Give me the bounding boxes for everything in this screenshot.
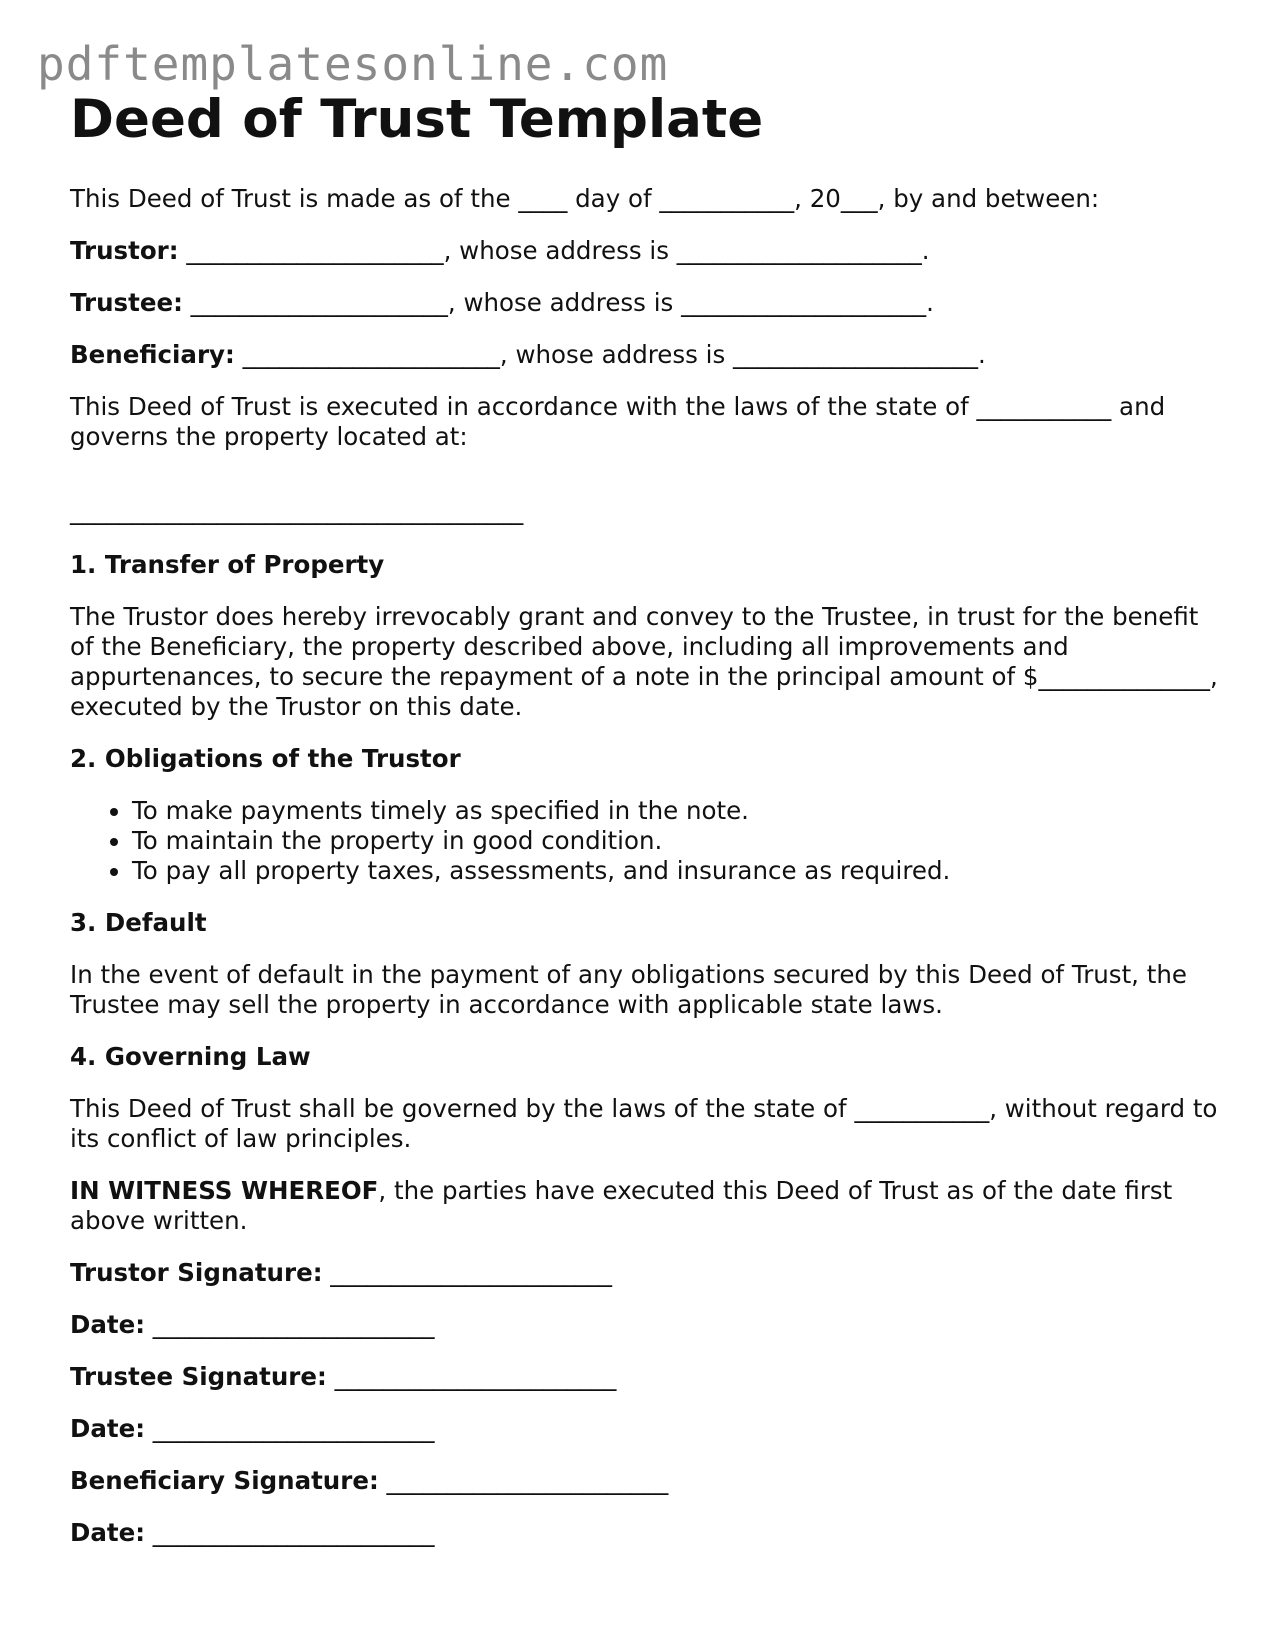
date-line-beneficiary (70, 1518, 1220, 1548)
document-page (70, 88, 1220, 1570)
party-text: _____________________, whose address is ____________________. (178, 236, 930, 265)
intro-paragraph: This Deed of Trust is made as of the ____ day of ___________, 20___, by and between: (70, 184, 1100, 213)
witness-bold: IN WITNESS WHEREOF (70, 1176, 379, 1205)
section-heading-obligations: 2. Obligations of the Trustor (70, 744, 461, 773)
list-item: • To make payments timely as specified in the note. (132, 796, 1220, 826)
witness-text: , the parties have executed this Deed of Trust as of the date first above written. (70, 1176, 1173, 1235)
party-text: _____________________, whose address is ____________________. (182, 288, 934, 317)
signature-blank: _______________________ (326, 1362, 617, 1391)
party-label: Trustor: (70, 236, 179, 265)
date-blank: _______________________ (145, 1414, 435, 1443)
section-text-governing-law: This Deed of Trust shall be governed by the laws of the state of ___________, without regard to its conflict of law principles. (70, 1094, 1218, 1153)
signature-line-beneficiary (70, 1466, 1220, 1496)
signature-line-trustee (70, 1362, 1220, 1392)
party-beneficiary (70, 340, 1220, 370)
party-label: Beneficiary: (70, 340, 235, 369)
date-label: Date: (70, 1310, 145, 1339)
signature-blank: _______________________ (378, 1466, 669, 1495)
signature-label: Trustee Signature: (70, 1362, 327, 1391)
list-item: • To pay all property taxes, assessments, and insurance as required. (132, 856, 1220, 886)
law-statement: This Deed of Trust is executed in accordance with the laws of the state of ___________ and governs the property located at: (70, 392, 1166, 451)
party-label: Trustee: (70, 288, 183, 317)
date-line-trustee (70, 1414, 1220, 1444)
signature-line-trustor (70, 1258, 1220, 1288)
witness-paragraph (70, 1176, 1220, 1236)
section-text-default: In the event of default in the payment of any obligations secured by this Deed of Trust, the Trustee may sell the property in accordance with applicable state laws. (70, 960, 1187, 1019)
party-trustor (70, 236, 1220, 266)
signature-label: Trustor Signature: (70, 1258, 323, 1287)
party-text: _____________________, whose address is ____________________. (234, 340, 986, 369)
property-address-line: _____________________________________ (70, 496, 524, 525)
date-blank: _______________________ (145, 1310, 435, 1339)
watermark: pdftemplatesonline.com (37, 37, 669, 91)
signature-label: Beneficiary Signature: (70, 1466, 379, 1495)
date-line-trustor (70, 1310, 1220, 1340)
list-item: • To maintain the property in good condition. (132, 826, 1220, 856)
date-blank: _______________________ (145, 1518, 435, 1547)
party-trustee (70, 288, 1220, 318)
signature-blank: _______________________ (322, 1258, 613, 1287)
section-heading-governing-law: 4. Governing Law (70, 1042, 311, 1071)
section-heading-default: 3. Default (70, 908, 207, 937)
section-heading-transfer: 1. Transfer of Property (70, 550, 385, 579)
obligations-list (70, 796, 1220, 886)
page-title: Deed of Trust Template (70, 89, 764, 150)
date-label: Date: (70, 1414, 145, 1443)
section-text-transfer: The Trustor does hereby irrevocably grant and convey to the Trustee, in trust for the benefit of the Beneficiary, the property described above, including all improvements and appurtenances, to secure the repayment of a note in the principal amount of $______________, executed by the Trustor on this date. (70, 602, 1218, 721)
date-label: Date: (70, 1518, 145, 1547)
